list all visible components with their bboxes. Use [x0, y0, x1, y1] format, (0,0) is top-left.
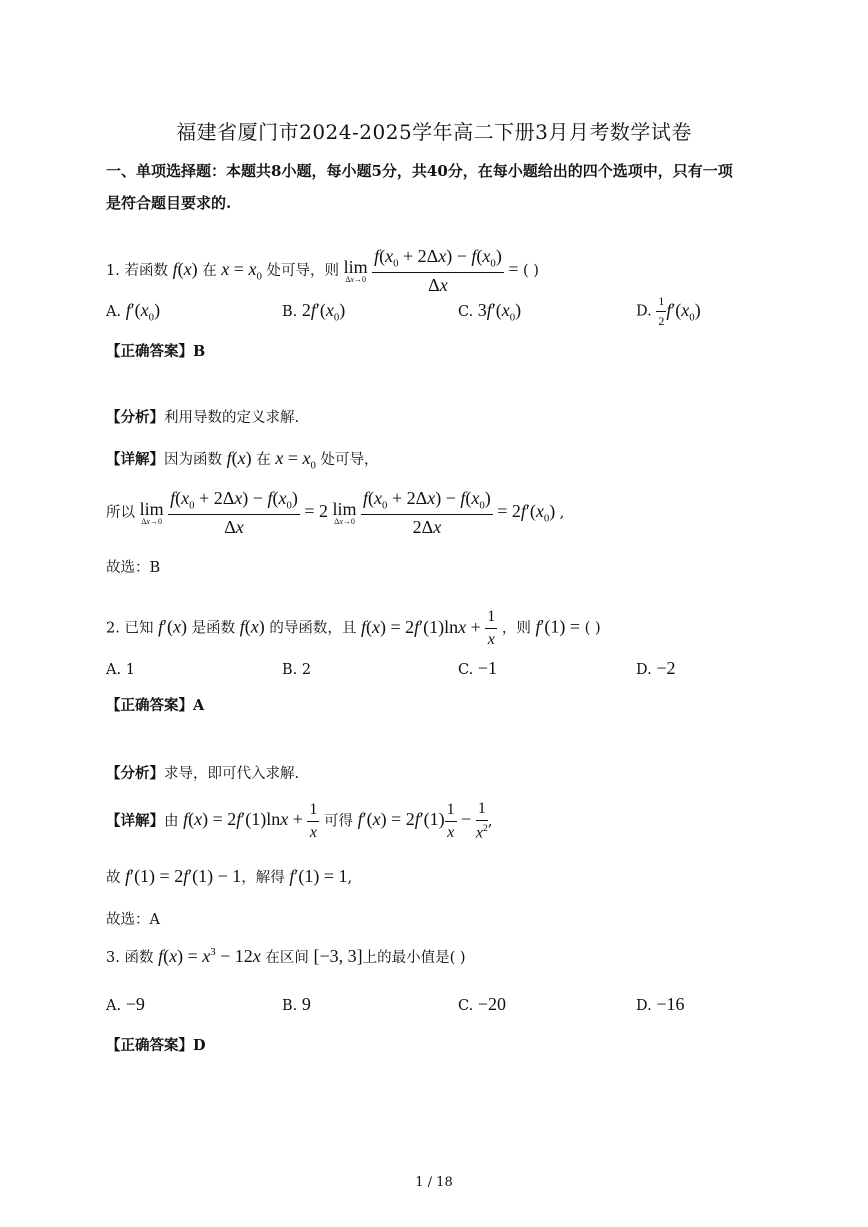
section-heading-line1: 一、单项选择题：本题共8小题，每小题5分，共40分，在每小题给出的四个选项中，只有一项	[106, 162, 733, 180]
section-heading-line2: 是符合题目要求的.	[106, 194, 232, 212]
option-d: D. $\frac{1}{2}$ $f'(x_0)$	[636, 294, 701, 328]
option-d: D. −16	[636, 994, 685, 1014]
option-c: C. $3f'(x_0)$	[458, 300, 522, 324]
answer-1: 【正确答案】B	[106, 343, 206, 360]
detail-1: 【详解】因为函数 f(x) 在 $x = x_0$ 处可导，	[106, 448, 379, 472]
option-c: C. −20	[458, 994, 506, 1014]
choose-2: 故选：A	[106, 912, 160, 928]
analysis-1: 【分析】利用导数的定义求解.	[106, 409, 300, 426]
math-fx: f(x)	[172, 258, 198, 279]
page-title: 福建省厦门市2024-2025学年高二下册3月月考数学试卷	[176, 120, 692, 144]
option-b: B. 2	[282, 662, 312, 678]
answer-3: 【正确答案】D	[106, 1037, 206, 1054]
answer-2: 【正确答案】A	[106, 697, 205, 714]
question-2: 2. 已知 f′(x) 是函数 f(x) 的导函数，且 f(x) = 2f′(1)lnx + $\frac{1}{x}$ ，则 f′(1) = ( )	[106, 608, 601, 648]
detail-2-solve: 故 f′(1) = 2f′(1) − 1，解得 f′(1) = 1,	[106, 866, 353, 886]
analysis-2: 【分析】求导，即可代入求解.	[106, 765, 300, 782]
math-limit-expression: lim Δx→0 $\frac{f(x_0 + 2\Delta x) - f(x_0)}{\Delta x}$ =	[343, 246, 523, 295]
option-a: A. −9	[106, 994, 145, 1014]
detail-1-equation: 所以 lim Δx→0 $\frac{f(x_0 + 2\Delta x) - f(x_0)}{\Delta x}$ = 2 lim Δx→0 $\frac{f(x_0 + 2\Delta x) - f(x_0)}{2\Delta x}$ = $2f'(x_0)$ ,	[106, 488, 565, 537]
option-a: A. 1	[106, 662, 135, 678]
option-c: C. −1	[458, 658, 497, 678]
option-b: B. 9	[282, 994, 311, 1014]
option-a: A. $f'(x_0)$	[106, 300, 161, 324]
option-d: D. −2	[636, 658, 676, 678]
page-number: 1 / 18	[415, 1175, 453, 1190]
detail-2: 【详解】由 f(x) = 2f′(1)lnx + $\frac{1}{x}$ 可得 f′(x) = 2f′(1) $\frac{1}{x}$ − $\frac{1}{x^2}$ ,	[106, 800, 493, 842]
question-1: 1. 若函数 f(x) 在 $x = x_0$ 处可导，则 lim Δx→0 $\frac{f(x_0 + 2\Delta x) - f(x_0)}{\Delta x}$ = ( )	[106, 246, 539, 295]
option-b: B. $2f'(x_0)$	[282, 300, 346, 324]
choose-1: 故选：B	[106, 560, 161, 576]
math-x-eq-x0: $x = x_0$	[221, 258, 262, 283]
question-3: 3. 函数 $f(x) = x^3 - 12x$ 在区间 [−3, 3]上的最小值是( )	[106, 946, 466, 966]
